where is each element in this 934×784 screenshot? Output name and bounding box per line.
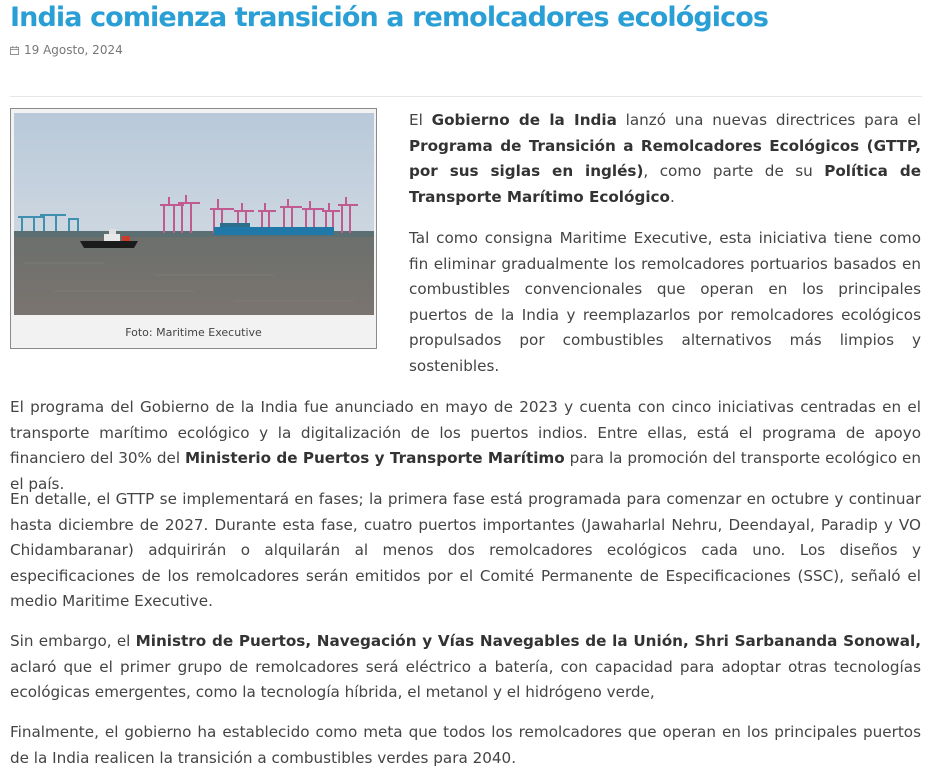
- article-title[interactable]: India comienza transición a remolcadores ecológicos: [10, 2, 769, 33]
- calendar-icon: [10, 46, 19, 55]
- paragraph-1: El Gobierno de la India lanzó una nuevas directrices para el Programa de Transición a Remolcadores Ecológicos (GTTP, por sus siglas en inglés), como parte de su Política de Transporte Marítimo Ecológico.: [409, 111, 921, 206]
- article-date: 19 Agosto, 2024: [24, 43, 123, 57]
- paragraph-5: Sin embargo, el Ministro de Puertos, Navegación y Vías Navegables de la Unión, Shri Sarbananda Sonowal, aclaró que el primer grupo de remolcadores será eléctrico a batería, con capacidad para adoptar otras tecnologías ecológicas emergentes, como la tecnología híbrida, el metanol y el hidrógeno verde,: [10, 632, 921, 701]
- image-caption: Foto: Maritime Executive: [125, 326, 262, 339]
- port-photo: [14, 113, 374, 315]
- header-divider: [10, 96, 922, 97]
- paragraph-4: En detalle, el GTTP se implementará en fases; la primera fase está programada para comenzar en octubre y continuar hasta diciembre de 2027. Durante esta fase, cuatro puertos importantes (Jawaharlal Nehru, Deendayal, Paradip y VO Chidambaranar) adquirirán o alquilarán al menos dos remolcadores ecológicos cada uno. Los diseños y especificaciones de los remolcadores serán emitidos por el Comité Permanente de Especificaciones (SSC), señaló el medio Maritime Executive.: [10, 490, 921, 610]
- paragraph-2: Tal como consigna Maritime Executive, esta iniciativa tiene como fin eliminar gradualmente los remolcadores portuarios basados en combustibles convencionales que operan en los principales puertos de la India y reemplazarlos por remolcadores ecológicos propulsados por combustibles alternativos más limpios y sostenibles.: [409, 229, 921, 375]
- article-meta: [10, 42, 123, 58]
- paragraph-6: Finalmente, el gobierno ha establecido como meta que todos los remolcadores que operan en los principales puertos de la India realicen la transición a combustibles verdes para 2040.: [10, 723, 921, 767]
- paragraph-3: El programa del Gobierno de la India fue anunciado en mayo de 2023 y cuenta con cinco iniciativas centradas en el transporte marítimo ecológico y la digitalización de los puertos indios. Entre ellas, está el programa de apoyo financiero del 30% del Ministerio de Puertos y Transporte Marítimo para la promoción del transporte ecológico en el país.: [10, 398, 921, 493]
- article-figure: [10, 108, 377, 349]
